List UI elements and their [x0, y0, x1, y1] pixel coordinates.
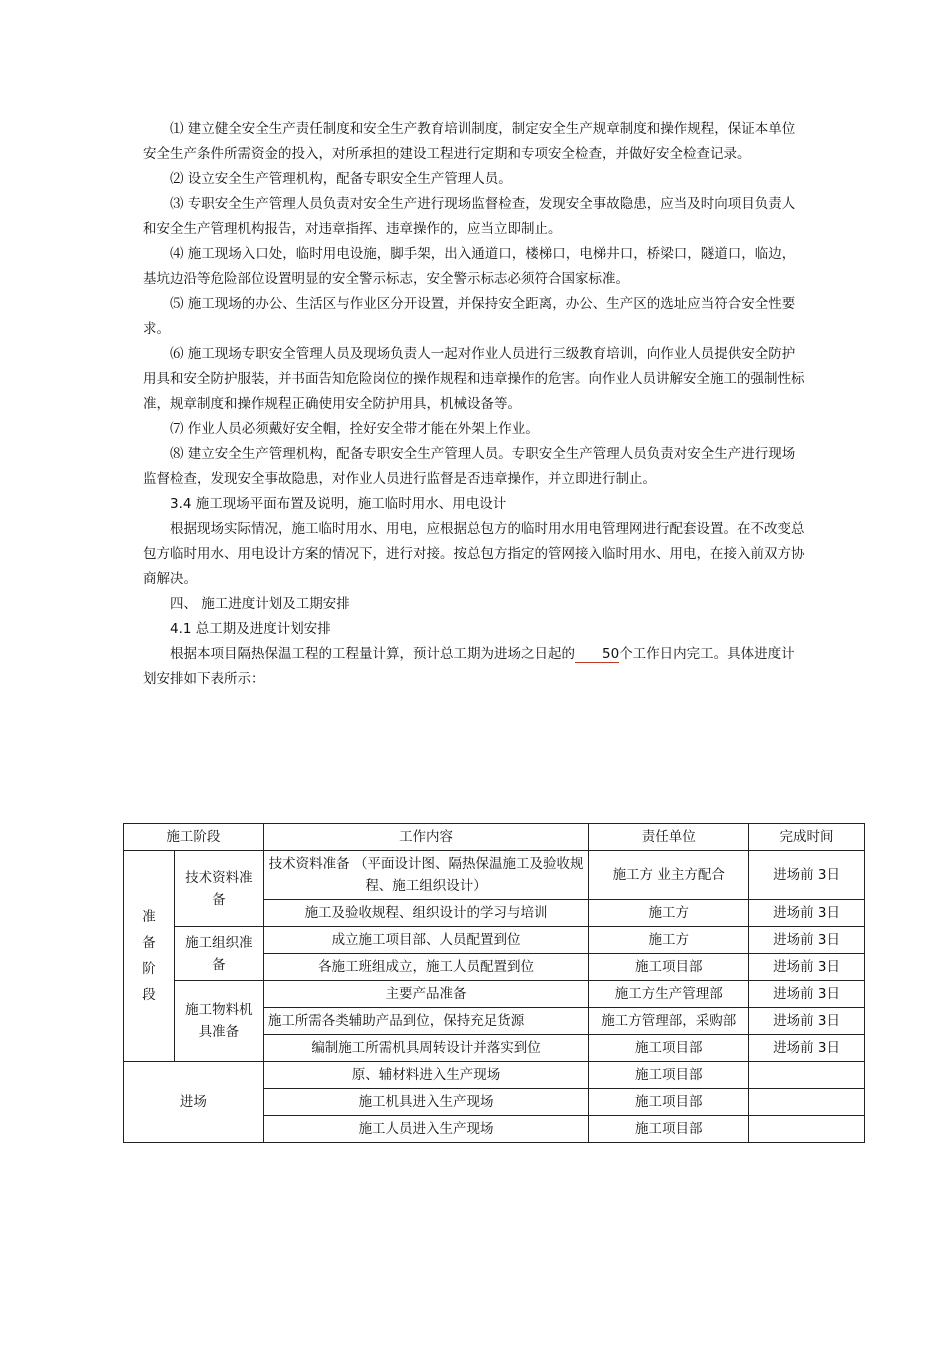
row-content: 原、辅材料进入生产现场 [263, 1062, 589, 1089]
row-unit: 施工项目部 [589, 1062, 749, 1089]
row-time: 进场前 3日 [749, 851, 865, 900]
table-header-row [124, 824, 865, 851]
row-time [749, 1116, 865, 1143]
section-heading-4-1: 4.1 总工期及进度计划安排 [170, 621, 331, 637]
paragraph-4: ⑷ 施工现场入口处，临时用电设施，脚手架，出入通道口，楼梯口，电梯井口，桥梁口，隧道口，临边，基坑边沿等危险部位设置明显的安全警示标志，安全警示标志必须符合国家标准。 [143, 246, 796, 287]
document-body [143, 117, 808, 692]
schedule-text-before: 根据本项目隔热保温工程的工程量计算，预计总工期为进场之日起的 [170, 646, 575, 662]
row-time: 进场前 3日 [749, 927, 865, 954]
row-time: 进场前 3日 [749, 900, 865, 927]
table-row [124, 981, 865, 1008]
header-unit: 责任单位 [589, 824, 749, 851]
row-content: 施工机具进入生产现场 [263, 1089, 589, 1116]
chapter-heading-4: 四、 施工进度计划及工期安排 [170, 596, 350, 612]
row-time: 进场前 3日 [749, 1035, 865, 1062]
total-days-value: 50 [575, 647, 619, 663]
row-content: 施工及验收规程、组织设计的学习与培训 [263, 900, 589, 927]
row-time: 进场前 3日 [749, 1008, 865, 1035]
table-row [124, 851, 865, 900]
group-name-cell: 技术资料准备 [174, 851, 263, 927]
schedule-table [123, 823, 865, 1143]
table-row [124, 1062, 865, 1089]
paragraph-5: ⑸ 施工现场的办公、生活区与作业区分开设置，并保持安全距离，办公、生产区的选址应当符合安全性要求。 [143, 296, 796, 337]
row-unit: 施工方 业主方配合 [589, 851, 749, 900]
header-content: 工作内容 [263, 824, 589, 851]
paragraph-6: ⑹ 施工现场专职安全管理人员及现场负责人一起对作业人员进行三级教育培训，向作业人员提供安全防护用具和安全防护服装，并书面告知危险岗位的操作规程和违章操作的危害。向作业人员讲解安全施工的强制性标准，规章制度和操作规程正确使用安全防护用具，机械设备等。 [143, 346, 805, 412]
paragraph-3: ⑶ 专职安全生产管理人员负责对安全生产进行现场监督检查，发现安全事故隐患，应当及时向项目负责人和安全生产管理机构报告，对违章指挥、违章操作的，应当立即制止。 [143, 196, 796, 237]
row-content: 成立施工项目部、人员配置到位 [263, 927, 589, 954]
row-unit: 施工方管理部，采购部 [589, 1008, 749, 1035]
row-content: 技术资料准备 （平面设计图、隔热保温施工及验收规程、施工组织设计） [263, 851, 589, 900]
paragraph-1: ⑴ 建立健全安全生产责任制度和安全生产教育培训制度，制定安全生产规章制度和操作规程，保证本单位安全生产条件所需资金的投入，对所承担的建设工程进行定期和专项安全检查，并做好安全检查记录。 [143, 121, 796, 162]
row-time [749, 1089, 865, 1116]
header-stage: 施工阶段 [124, 824, 264, 851]
stage-entry-cell: 进场 [124, 1062, 264, 1143]
row-content: 主要产品准备 [263, 981, 589, 1008]
stage-prep-cell [124, 851, 175, 1062]
row-unit: 施工项目部 [589, 954, 749, 981]
row-content: 施工人员进入生产现场 [263, 1116, 589, 1143]
group-name-cell: 施工物料机具准备 [174, 981, 263, 1062]
paragraph-8: ⑻ 建立安全生产管理机构，配备专职安全生产管理人员。专职安全生产管理人员负责对安全生产进行现场监督检查，发现安全事故隐患，对作业人员进行监督是否违章操作，并立即进行制止。 [143, 446, 796, 487]
row-time [749, 1062, 865, 1089]
section-heading-3-4: 3.4 施工现场平面布置及说明，施工临时用水、用电设计 [170, 496, 507, 512]
paragraph-7: ⑺ 作业人员必须戴好安全帽，拴好安全带才能在外架上作业。 [170, 421, 539, 437]
schedule-text-after: 个工作日内完工。具体进度计划安排如下表所示： [143, 646, 795, 687]
paragraph-schedule [143, 642, 808, 692]
row-time: 进场前 3日 [749, 981, 865, 1008]
table-row [124, 927, 865, 954]
paragraph-2: ⑵ 设立安全生产管理机构，配备专职安全生产管理人员。 [170, 171, 512, 187]
row-time: 进场前 3日 [749, 954, 865, 981]
stage-prep-label: 准备阶段 [142, 909, 156, 1003]
paragraph-9: 根据现场实际情况，施工临时用水、用电，应根据总包方的临时用水用电管理网进行配套设置。在不改变总包方临时用水、用电设计方案的情况下，进行对接。按总包方指定的管网接入临时用水、用电，在接入前双方协商解决。 [143, 521, 805, 587]
row-unit: 施工项目部 [589, 1035, 749, 1062]
row-unit: 施工项目部 [589, 1116, 749, 1143]
row-content: 编制施工所需机具周转设计并落实到位 [263, 1035, 589, 1062]
group-name-cell: 施工组织准备 [174, 927, 263, 981]
row-content: 各施工班组成立，施工人员配置到位 [263, 954, 589, 981]
row-content: 施工所需各类辅助产品到位，保持充足货源 [263, 1008, 589, 1035]
row-unit: 施工方 [589, 900, 749, 927]
header-time: 完成时间 [749, 824, 865, 851]
row-unit: 施工方生产管理部 [589, 981, 749, 1008]
row-unit: 施工项目部 [589, 1089, 749, 1116]
row-unit: 施工方 [589, 927, 749, 954]
